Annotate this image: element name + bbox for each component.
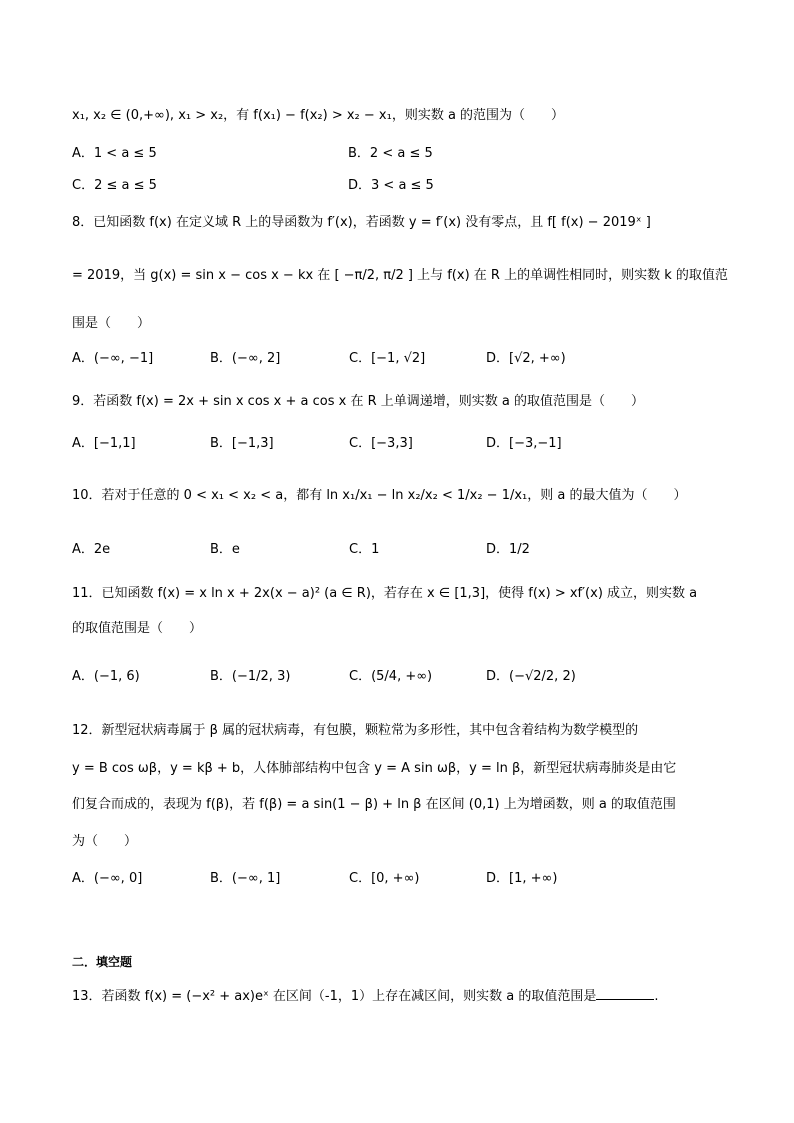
- q11-option-b[interactable]: B．(−1/2, 3): [210, 669, 291, 684]
- q7-option-b[interactable]: B．2 < a ≤ 5: [348, 146, 433, 161]
- q13-stem: [72, 987, 659, 1006]
- q12-option-c[interactable]: C．[0, +∞): [349, 871, 420, 886]
- q9-option-a[interactable]: A．[−1,1]: [72, 436, 136, 451]
- q13-stem-text: 13．若函数 f(x) = (−x² + ax)eˣ 在区间（-1，1）上存在减区间，则实数 a 的取值范围是: [72, 989, 597, 1004]
- q10-option-a[interactable]: A．2e: [72, 542, 111, 557]
- q11-option-d[interactable]: D．(−√2/2, 2): [486, 669, 576, 684]
- q11-option-c[interactable]: C．(5/4, +∞): [349, 669, 433, 684]
- q7-continuation: x₁, x₂ ∈ (0,+∞), x₁ > x₂，有 f(x₁) − f(x₂) > x₂ − x₁，则实数 a 的范围为（ ）: [72, 108, 565, 123]
- q10-option-c[interactable]: C．1: [349, 542, 380, 557]
- q8-option-d[interactable]: D．[√2, +∞): [486, 351, 566, 366]
- q11-stem-line2: 的取值范围是（ ）: [72, 621, 203, 636]
- q12-option-d[interactable]: D．[1, +∞): [486, 871, 558, 886]
- q12-option-b[interactable]: B．(−∞, 1]: [210, 871, 281, 886]
- section-heading: 二．填空题: [72, 955, 133, 969]
- q12-option-a[interactable]: A．(−∞, 0]: [72, 871, 143, 886]
- q9-option-d[interactable]: D．[−3,−1]: [486, 436, 562, 451]
- q9-option-c[interactable]: C．[−3,3]: [349, 436, 413, 451]
- q8-stem-line2: = 2019，当 g(x) = sin x − cos x − kx 在 [ −π/2, π/2 ] 上与 f(x) 在 R 上的单调性相同时，则实数 k 的取值范: [72, 268, 728, 283]
- q11-stem-line1: 11．已知函数 f(x) = x ln x + 2x(x − a)² (a ∈ R)，若存在 x ∈ [1,3]，使得 f(x) > xf′(x) 成立，则实数 a: [72, 586, 698, 601]
- q7-option-a[interactable]: A．1 < a ≤ 5: [72, 146, 157, 161]
- q7-option-d[interactable]: D．3 < a ≤ 5: [348, 178, 434, 193]
- q8-stem-line3: 围是（ ）: [72, 316, 151, 331]
- q12-stem-line2: y = B cos ωβ，y = kβ + b，人体肺部结构中包含 y = A sin ωβ，y = ln β，新型冠状病毒肺炎是由它: [72, 761, 677, 776]
- q10-option-b[interactable]: B．e: [210, 542, 240, 557]
- q11-option-a[interactable]: A．(−1, 6): [72, 669, 140, 684]
- q10-stem: 10．若对于任意的 0 < x₁ < x₂ < a，都有 ln x₁/x₁ − ln x₂/x₂ < 1/x₂ − 1/x₁，则 a 的最大值为（ ）: [72, 488, 687, 503]
- q9-stem: 9．若函数 f(x) = 2x + sin x cos x + a cos x 在 R 上单调递增，则实数 a 的取值范围是（ ）: [72, 394, 644, 409]
- q13-answer-blank[interactable]: [596, 987, 654, 1000]
- q8-option-c[interactable]: C．[−1, √2]: [349, 351, 426, 366]
- q12-stem-line3: 们复合而成的，表现为 f(β)，若 f(β) = a sin(1 − β) + ln β 在区间 (0,1) 上为增函数，则 a 的取值范围: [72, 797, 676, 812]
- q10-option-d[interactable]: D．1/2: [486, 542, 530, 557]
- q7-option-c[interactable]: C．2 ≤ a ≤ 5: [72, 178, 157, 193]
- q12-stem-line1: 12．新型冠状病毒属于 β 属的冠状病毒，有包膜，颗粒常为多形性，其中包含着结构为数学模型的: [72, 723, 639, 738]
- q12-stem-line4: 为（ ）: [72, 834, 138, 849]
- q8-option-b[interactable]: B．(−∞, 2]: [210, 351, 281, 366]
- q8-option-a[interactable]: A．(−∞, −1]: [72, 351, 154, 366]
- q13-stem-end: .: [654, 989, 659, 1004]
- q9-option-b[interactable]: B．[−1,3]: [210, 436, 274, 451]
- q8-stem-line1: 8．已知函数 f(x) 在定义域 R 上的导函数为 f′(x)，若函数 y = f′(x) 没有零点，且 f[ f(x) − 2019ˣ ]: [72, 215, 651, 230]
